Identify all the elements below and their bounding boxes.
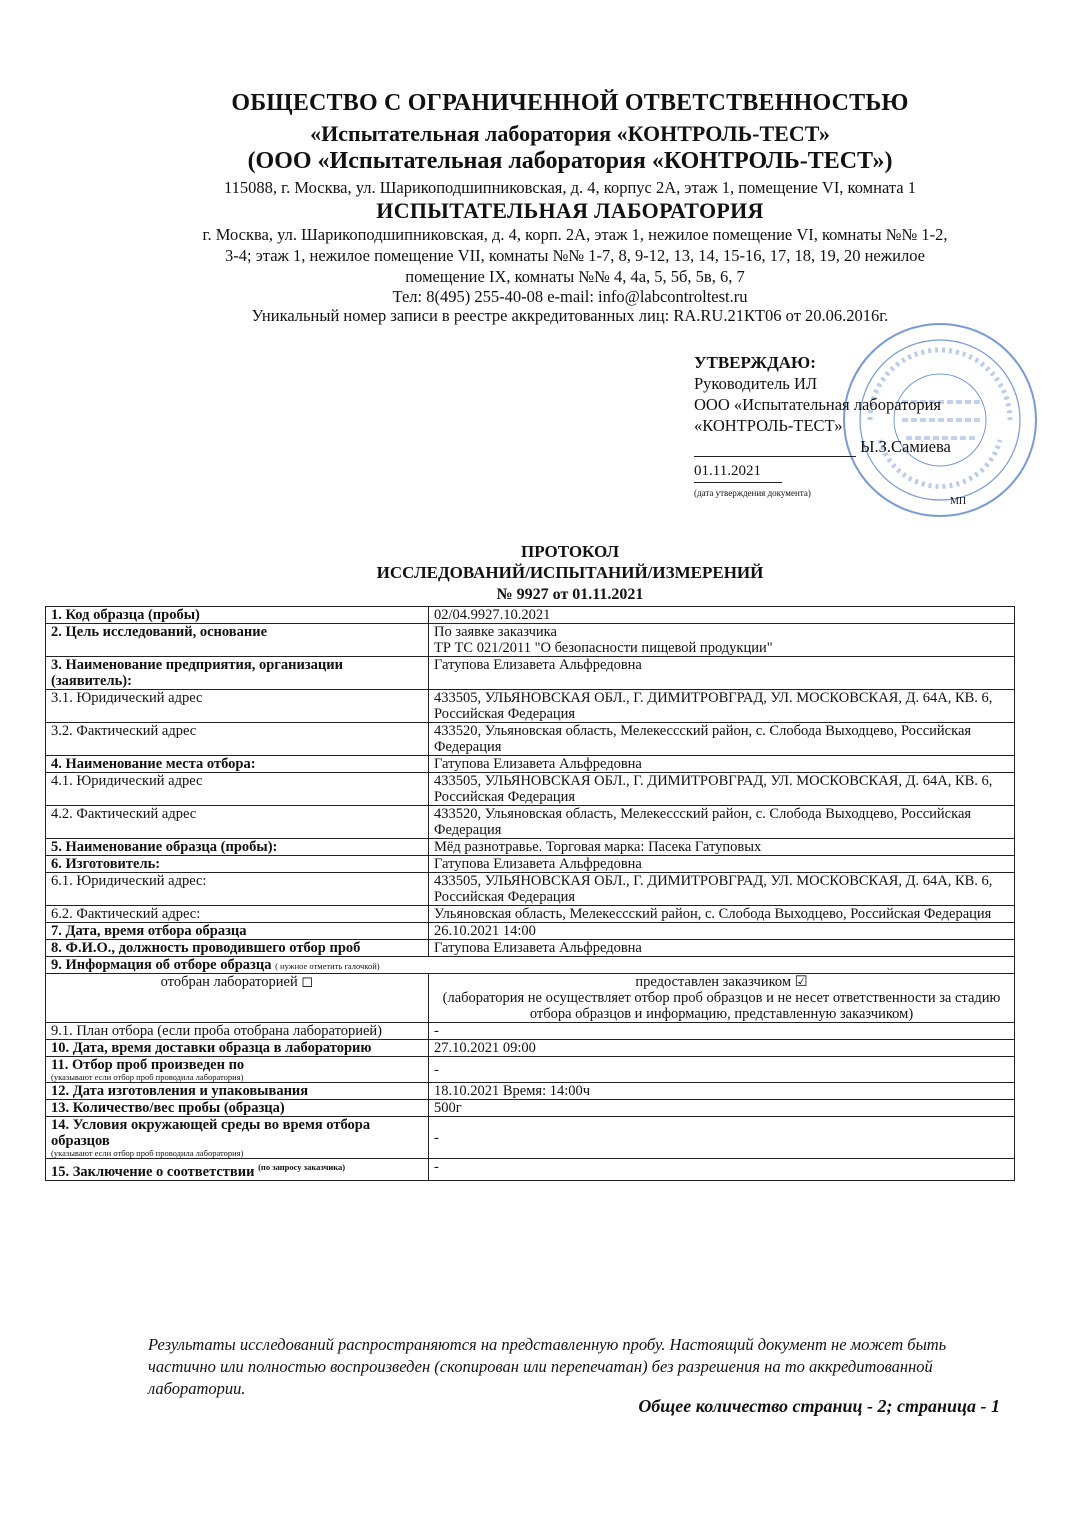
- row-label-note: (указывают если отбор проб проводила лаборатория): [51, 1072, 244, 1082]
- row-value: -: [429, 1057, 1015, 1083]
- row-label: 1. Код образца (пробы): [46, 607, 429, 624]
- org-name: «Испытательная лаборатория «КОНТРОЛЬ-ТЕСТ»: [310, 121, 830, 146]
- row-label-note: ( нужное отметить галочкой): [275, 961, 380, 971]
- approval-position: «КОНТРОЛЬ-ТЕСТ»: [694, 416, 843, 435]
- sampling-option-customer-note: (лаборатория не осуществляет отбор проб образцов и не несет ответственности за стадию отбора образцов и информацию, представленную заказчиком): [442, 990, 1001, 1022]
- table-row: [46, 806, 1015, 839]
- table-row: [46, 773, 1015, 806]
- table-row: [46, 607, 1015, 624]
- row-label: [46, 1057, 429, 1083]
- row-value: 433520, Ульяновская область, Мелекессский район, с. Слобода Выходцево, Российская Федерация: [429, 806, 1015, 839]
- sampling-option-customer-label: предоставлен заказчиком ☑: [635, 974, 808, 990]
- table-row: [46, 974, 1015, 1023]
- approval-date-note: (дата утверждения документа): [694, 488, 811, 498]
- approval-position: ООО «Испытательная лаборатория: [694, 395, 942, 414]
- row-label: 3.2. Фактический адрес: [46, 723, 429, 756]
- row-label: 10. Дата, время доставки образца в лабораторию: [46, 1040, 429, 1057]
- table-row: [46, 957, 1015, 974]
- lab-address-line: г. Москва, ул. Шарикоподшипниковская, д. 4, корп. 2А, этаж 1, нежилое помещение VI, комнаты №№ 1-2,: [202, 225, 948, 244]
- table-row: [46, 1057, 1015, 1083]
- row-label: 13. Количество/вес пробы (образца): [46, 1100, 429, 1117]
- table-row: [46, 1023, 1015, 1040]
- row-label: 7. Дата, время отбора образца: [46, 923, 429, 940]
- seal-mark: МП: [950, 496, 967, 507]
- row-label: 4.2. Фактический адрес: [46, 806, 429, 839]
- registry-number: Уникальный номер записи в реестре аккредитованных лиц: RA.RU.21КТ06 от 20.06.2016г.: [251, 306, 889, 325]
- row-value: 02/04.9927.10.2021: [429, 607, 1015, 624]
- table-row: [46, 940, 1015, 957]
- table-row: [46, 624, 1015, 657]
- approval-date: 01.11.2021: [694, 461, 782, 483]
- row-value: -: [429, 1117, 1015, 1159]
- table-row: [46, 839, 1015, 856]
- row-label-text: 15. Заключение о соответствии: [51, 1163, 255, 1180]
- row-label: 2. Цель исследований, основание: [46, 624, 429, 657]
- row-value: [429, 624, 1015, 657]
- lab-address-line: помещение IX, комнаты №№ 4, 4а, 5, 5б, 5в, 6, 7: [405, 267, 745, 286]
- table-row: [46, 1083, 1015, 1100]
- row-label-text: 14. Условия окружающей среды во время отбора образцов: [51, 1117, 371, 1149]
- table-row: [46, 1040, 1015, 1057]
- protocol-number: № 9927 от 01.11.2021: [496, 586, 644, 603]
- table-row: [46, 723, 1015, 756]
- table-row: [46, 873, 1015, 906]
- table-row: [46, 923, 1015, 940]
- protocol-table: [45, 606, 1015, 1181]
- org-short-name: (ООО «Испытательная лаборатория «КОНТРОЛЬ-ТЕСТ»): [247, 148, 893, 174]
- lab-address: [150, 224, 1000, 287]
- approval-date-row: [694, 461, 1024, 483]
- org-type: ОБЩЕСТВО С ОГРАНИЧЕННОЙ ОТВЕТСТВЕННОСТЬЮ: [231, 90, 909, 116]
- row-value: 26.10.2021 14:00: [429, 923, 1015, 940]
- table-row: [46, 906, 1015, 923]
- row-value: 433505, УЛЬЯНОВСКАЯ ОБЛ., Г. ДИМИТРОВГРАД, УЛ. МОСКОВСКАЯ, Д. 64А, КВ. 6, Российская Федерация: [429, 690, 1015, 723]
- row-label-text: 11. Отбор проб произведен по: [51, 1057, 245, 1073]
- approval-block: [694, 352, 1024, 504]
- row-value: 500г: [429, 1100, 1015, 1117]
- row-label: 3. Наименование предприятия, организации (заявитель):: [46, 657, 429, 690]
- table-row: [46, 1159, 1015, 1181]
- lab-title: ИСПЫТАТЕЛЬНАЯ ЛАБОРАТОРИЯ: [376, 198, 764, 223]
- table-row: [46, 1100, 1015, 1117]
- row-value: -: [429, 1159, 1015, 1181]
- row-value: 433505, УЛЬЯНОВСКАЯ ОБЛ., Г. ДИМИТРОВГРАД, УЛ. МОСКОВСКАЯ, Д. 64А, КВ. 6, Российская Федерация: [429, 773, 1015, 806]
- row-value: Гатупова Елизавета Альфредовна: [429, 657, 1015, 690]
- row-label-text: 9. Информация об отборе образца: [51, 957, 272, 973]
- table-row: [46, 657, 1015, 690]
- lab-contacts: Тел: 8(495) 255-40-08 e-mail: info@labcontroltest.ru: [392, 287, 748, 306]
- row-value: Ульяновская область, Мелекессский район, с. Слобода Выходцево, Российская Федерация: [429, 906, 1015, 923]
- row-value: Мёд разнотравье. Торговая марка: Пасека Гатуповых: [429, 839, 1015, 856]
- row-label: 5. Наименование образца (пробы):: [46, 839, 429, 856]
- table-row: [46, 690, 1015, 723]
- approval-position: Руководитель ИЛ: [694, 374, 818, 393]
- table-row: [46, 756, 1015, 773]
- table-row: [46, 1117, 1015, 1159]
- row-label: 4.1. Юридический адрес: [46, 773, 429, 806]
- row-label: [46, 1159, 429, 1181]
- row-value: Гатупова Елизавета Альфредовна: [429, 756, 1015, 773]
- protocol-subtitle: ИССЛЕДОВАНИЙ/ИСПЫТАНИЙ/ИЗМЕРЕНИЙ: [376, 563, 764, 582]
- signature-line: [694, 440, 856, 457]
- lab-address-line: 3-4; этаж 1, нежилое помещение VII, комнаты №№ 1-7, 8, 9-12, 13, 14, 15-16, 17, 18, 19, 20 нежилое: [225, 246, 925, 265]
- signature-row: [694, 436, 1024, 457]
- table-row: [46, 856, 1015, 873]
- page-count: Общее количество страниц - 2; страница - 1: [638, 1396, 1000, 1416]
- row-label: 4. Наименование места отбора:: [46, 756, 429, 773]
- org-address: 115088, г. Москва, ул. Шарикоподшипниковская, д. 4, корпус 2А, этаж 1, помещение VI, комната 1: [224, 178, 916, 197]
- signer-name: Ы.З.Самиева: [860, 437, 951, 456]
- row-label: [46, 957, 1015, 974]
- row-label: 12. Дата изготовления и упаковывания: [46, 1083, 429, 1100]
- row-label-note: (по запросу заказчика): [258, 1162, 346, 1172]
- row-value-line: По заявке заказчика: [434, 624, 557, 640]
- row-value-line: ТР ТС 021/2011 "О безопасности пищевой продукции": [434, 640, 773, 656]
- row-label: 3.1. Юридический адрес: [46, 690, 429, 723]
- row-label: 6.1. Юридический адрес:: [46, 873, 429, 906]
- disclaimer: Результаты исследований распространяются на представленную пробу. Настоящий документ не может быть частично или полностью воспроизведен (скопирован или перепечатан) без разрешения на то аккредитованной лаборатории.: [148, 1335, 947, 1398]
- row-label: 9.1. План отбора (если проба отобрана лабораторией): [46, 1023, 429, 1040]
- row-value: 433505, УЛЬЯНОВСКАЯ ОБЛ., Г. ДИМИТРОВГРАД, УЛ. МОСКОВСКАЯ, Д. 64А, КВ. 6, Российская Федерация: [429, 873, 1015, 906]
- row-label: [46, 1117, 429, 1159]
- approval-title: УТВЕРЖДАЮ:: [694, 353, 816, 372]
- protocol-title: ПРОТОКОЛ: [520, 542, 619, 561]
- row-value: 27.10.2021 09:00: [429, 1040, 1015, 1057]
- row-value: -: [429, 1023, 1015, 1040]
- sampling-option-customer: [429, 974, 1015, 1023]
- row-label: 6. Изготовитель:: [46, 856, 429, 873]
- sampling-option-lab: отобран лабораторией ◻: [46, 974, 429, 1023]
- row-value: Гатупова Елизавета Альфредовна: [429, 940, 1015, 957]
- row-label: 6.2. Фактический адрес:: [46, 906, 429, 923]
- row-label-note: (указывают если отбор проб проводила лаборатория): [51, 1148, 244, 1158]
- row-label: 8. Ф.И.О., должность проводившего отбор проб: [46, 940, 429, 957]
- row-value: 18.10.2021 Время: 14:00ч: [429, 1083, 1015, 1100]
- row-value: Гатупова Елизавета Альфредовна: [429, 856, 1015, 873]
- row-value: 433520, Ульяновская область, Мелекессский район, с. Слобода Выходцево, Российская Федерация: [429, 723, 1015, 756]
